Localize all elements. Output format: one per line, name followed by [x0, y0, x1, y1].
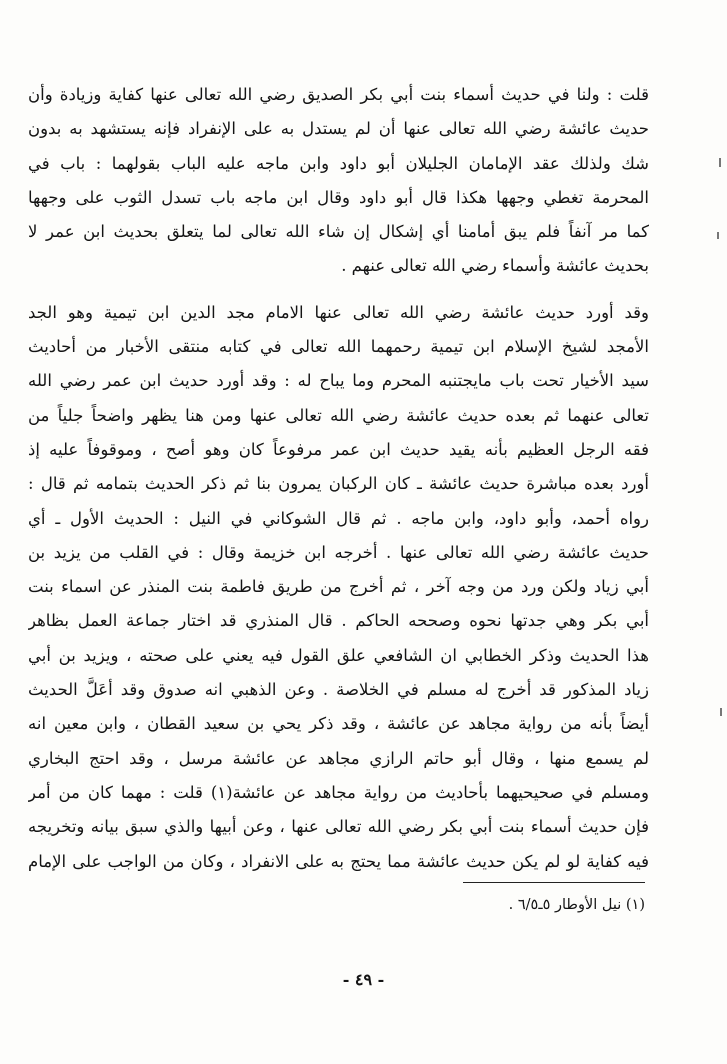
text-line: أورد بعده مباشرة حديث عائشة ـ كان الركبان يمرون بنا ثم ذكر الحديث بتمامه ثم قال : [28, 474, 649, 494]
text-line: تعالى عنهما ثم بعده حديث عائشة رضي الله تعالى عنها ومن هنا يظهر واضحاً جلياً من [28, 405, 649, 425]
footnote-divider [463, 882, 645, 883]
text-line: فإن حديث أسماء بنت أبي بكر رضي الله تعالى عنها ، وعن أبيها والذي سبق بيانه وتخريجه [28, 817, 649, 837]
page-number: - ٤٩ - [342, 970, 385, 989]
text-line: زياد المذكور قد أخرج له مسلم في الخلاصة . وعن الذهبي انه صدوق وقد أعَلَّ الحديث [28, 680, 649, 700]
text-line: الأمجد لشيخ الإسلام ابن تيمية رحمهما الله تعالى في كتابه منتقى الأخبار من أحاديث [28, 337, 649, 357]
text-line: قلت : ولنا في حديث أسماء بنت أبي بكر الصديق رضي الله تعالى عنها كفاية وزيادة وأن [28, 85, 649, 104]
margin-mark [720, 708, 722, 716]
text-line: حديث عائشة رضي الله تعالى عنها أن لم يستدل به على الإنفراد فإنه يستشهد به بدون [28, 119, 649, 139]
text-line: المحرمة تغطي وجهها هكذا قال أبو داود وقال ابن ماجه باب تسدل الثوب على وجهها [28, 187, 649, 207]
text-line: فيه كفاية لو لم يكن حديث عائشة مما يحتج به على الانفراد ، وكان من الواجب على الإمام [28, 851, 649, 871]
text-line: وقد أورد حديث عائشة رضي الله تعالى عنها الامام مجد الدين ابن تيمية وهو الجد [28, 302, 649, 322]
text-line: رواه أحمد، وأبو داود، وابن ماجه . ثم قال الشوكاني في النيل : الحديث الأول ـ أي [28, 508, 649, 528]
text-line: شك ولذلك عقد الإمامان الجليلان أبو داود وابن ماجه عليه الباب بقولهما : باب في [28, 153, 649, 173]
text-line: هذا الحديث وذكر الخطابي ان الشافعي علق القول فيه يعني على صحته ، ويزيد بن أبي [28, 645, 649, 665]
text-line: كما مر آنفاً فلم يبق أمامنا أي إشكال إن شاء الله تعالى لما يتعلق بحديث ابن عمر لا [28, 222, 649, 242]
text-line: ومسلم في صحيحيهما بأحاديث من رواية مجاهد عن عائشة(١) قلت : مهما كان من أمر [28, 782, 649, 802]
margin-mark [719, 158, 721, 167]
footnote: (١) نيل الأوطار ٥ـ٦/٥ . [508, 897, 645, 913]
text-line: لم يسمع منها ، وقال أبو حاتم الرازي مجاهد عن عائشة مرسل ، وقد احتج البخاري [28, 748, 649, 768]
text-line: بحديث عائشة وأسماء رضي الله تعالى عنهم . [341, 256, 649, 276]
paragraph-2 [28, 296, 649, 879]
text-line: أيضاً بأنه من رواية مجاهد عن عائشة ، وقد ذكر يحي بن سعيد القطان ، وابن معين انه [28, 714, 649, 734]
text-line: أبي بكر وهي جدتها نحوه وصححه الحاكم . قال المنذري قد اختار جماعة العمل بظاهر [28, 611, 649, 631]
text-line: أبي زياد ولكن ورد من وجه آخر ، ثم أخرج من طريق فاطمة بنت المنذر عن اسماء بنت [28, 577, 649, 597]
text-line: فقه الرجل العظيم بأنه يقيد حديث ابن عمر مرفوعاً كان وهو أصح ، وموقوفاً عليه إذ [28, 439, 649, 459]
margin-mark [717, 232, 719, 239]
text-line: حديث عائشة رضي الله تعالى عنها . أخرجه ابن خزيمة وقال : في القلب من يزيد بن [28, 542, 649, 562]
paragraph-1 [28, 78, 649, 284]
body-text [28, 78, 649, 879]
text-line: سيد الأخيار تحت باب مايجتنبه المحرم وما يباح له : وقد أورد حديث ابن عمر رضي الله [28, 371, 649, 391]
